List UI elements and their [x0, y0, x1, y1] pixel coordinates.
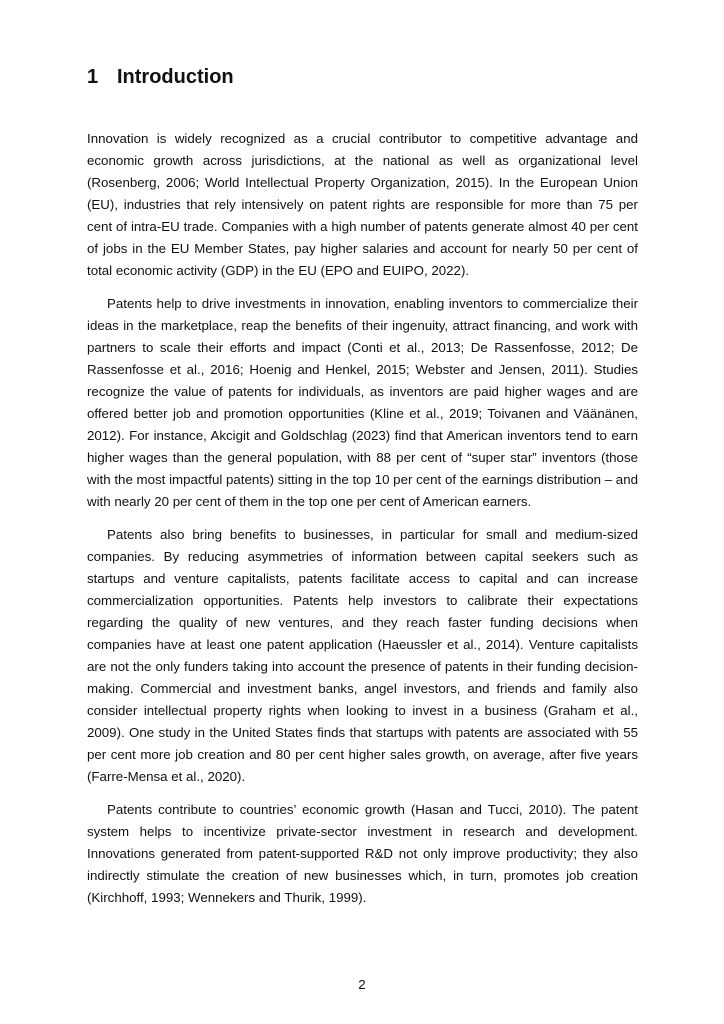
paragraph-4: Patents contribute to countries’ economic growth (Hasan and Tucci, 2010). The patent system helps to incentivize private-sector investment in research and development. Innovations generated from patent-supported R&D not only improve productivity; they also indirectly stimulate the creation of new businesses which, in turn, promotes job creation (Kirchhoff, 1993; Wennekers and Thurik, 1999). [87, 802, 638, 905]
section-heading [87, 64, 638, 90]
body-text [87, 128, 638, 909]
page-content [87, 64, 638, 920]
paragraph-3: Patents also bring benefits to businesses, in particular for small and medium-sized companies. By reducing asymmetries of information between capital seekers such as startups and venture capitalists, patents facilitate access to capital and can increase commercialization opportunities. Patents help investors to calibrate their expectations regarding the quality of new ventures, and they reach faster funding decisions when companies have at least one patent application (Haeussler et al., 2014). Venture capitalists are not the only funders taking into account the presence of patents in their funding decision-making. Commercial and investment banks, angel investors, and friends and family also consider intellectual property rights when looking to invest in a business (Graham et al., 2009). One study in the United States finds that startups with patents are associated with 55 per cent more job creation and 80 per cent higher sales growth, on average, after five years (Farre-Mensa et al., 2020). [87, 527, 638, 784]
section-number: 1 [87, 66, 99, 88]
page-number: 2 [358, 977, 366, 992]
paragraph-1: Innovation is widely recognized as a crucial contributor to competitive advantage and economic growth across jurisdictions, at the national as well as organizational level (Rosenberg, 2006; World Intellectual Property Organization, 2015). In the European Union (EU), industries that rely intensively on patent rights are responsible for more than 75 per cent of intra-EU trade. Companies with a high number of patents generate almost 40 per cent of jobs in the EU Member States, pay higher salaries and account for nearly 50 per cent of total economic activity (GDP) in the EU (EPO and EUIPO, 2022). [87, 131, 638, 278]
paragraph-2: Patents help to drive investments in innovation, enabling inventors to commercialize their ideas in the marketplace, reap the benefits of their ingenuity, attract financing, and work with partners to scale their efforts and impact (Conti et al., 2013; De Rassenfosse, 2012; De Rassenfosse et al., 2016; Hoenig and Henkel, 2015; Webster and Jensen, 2011). Studies recognize the value of patents for individuals, as inventors are paid higher wages and are offered better job and promotion opportunities (Kline et al., 2019; Toivanen and Väänänen, 2012). For instance, Akcigit and Goldschlag (2023) find that American inventors tend to earn higher wages than the general population, with 88 per cent of “super star” inventors (those with the most impactful patents) sitting in the top 10 per cent of the earnings distribution – and with nearly 20 per cent of them in the top one per cent of American earners. [87, 296, 638, 509]
section-title: Introduction [117, 66, 234, 88]
